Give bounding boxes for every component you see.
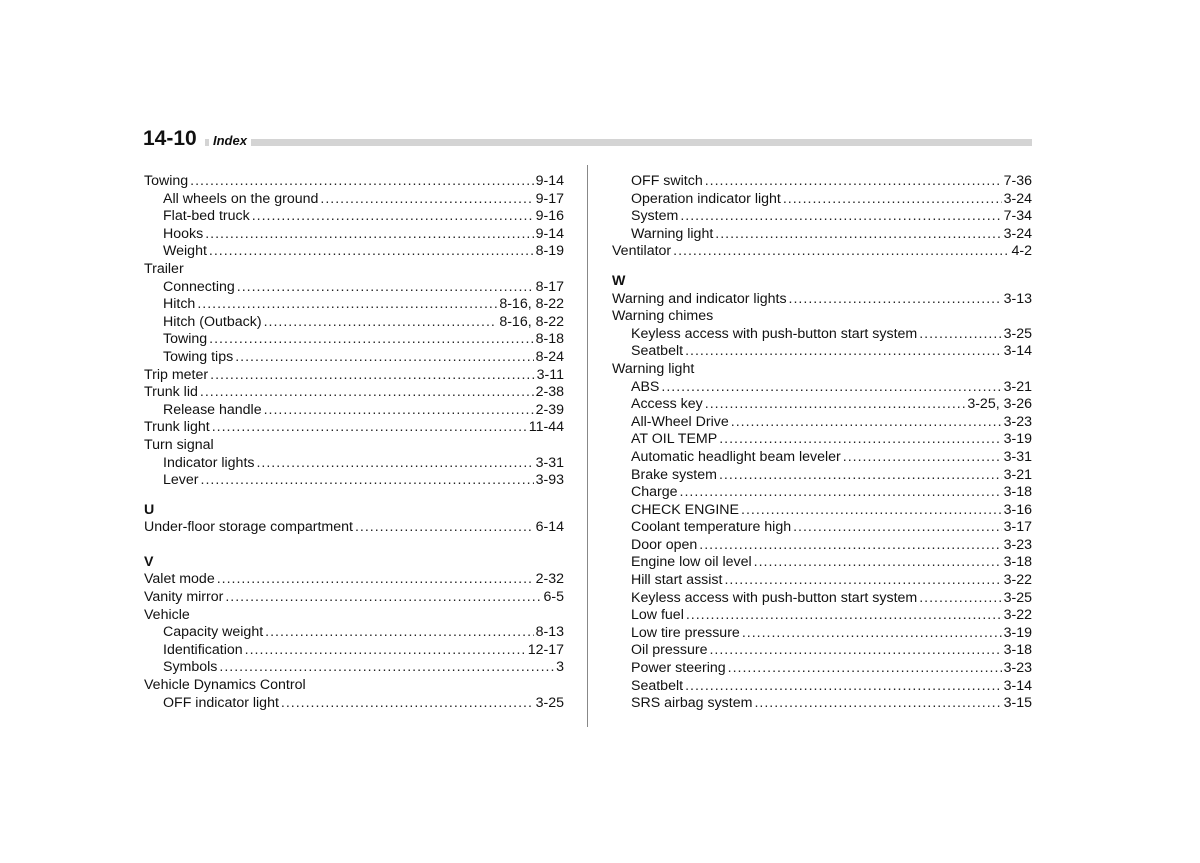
- entry-label: Towing: [144, 173, 189, 189]
- dot-leader: [741, 502, 1002, 520]
- index-entry-turn-signal: [144, 437, 564, 455]
- index-entry-symbols: [144, 659, 564, 677]
- entry-label: Hooks: [163, 225, 204, 242]
- entry-page-ref: 3-31: [535, 454, 564, 471]
- entry-label: Brake system: [631, 466, 717, 483]
- entry-page-ref: 12-17: [527, 641, 564, 658]
- entry-label: Warning light: [631, 225, 714, 242]
- index-entry-oil-pressure: [612, 642, 1032, 660]
- entry-label: Weight: [163, 243, 207, 260]
- entry-page-ref: 8-24: [535, 348, 564, 365]
- entry-label: OFF indicator light: [163, 694, 279, 711]
- index-entry-hooks: [144, 226, 564, 244]
- entry-label: Low tire pressure: [631, 624, 740, 641]
- index-entry-at-oil-temp: [612, 431, 1032, 449]
- section-title: Index: [209, 132, 251, 150]
- entry-page-ref: 4-2: [1011, 243, 1032, 260]
- dot-leader: [197, 296, 497, 314]
- entry-page-ref: 2-39: [535, 401, 564, 418]
- entry-page-ref: 9-16: [535, 208, 564, 225]
- dot-leader: [219, 659, 554, 677]
- index-entry-warning-chimes: [612, 308, 1032, 326]
- dot-leader: [209, 243, 534, 261]
- entry-page-ref: 3-25, 3-26: [967, 396, 1032, 413]
- entry-page-ref: 8-16, 8-22: [499, 313, 564, 330]
- dot-leader: [783, 191, 1002, 209]
- entry-label: All-Wheel Drive: [631, 413, 729, 430]
- entry-page-ref: 3-11: [536, 366, 564, 383]
- index-entry-all-wheels-on-the-ground: [144, 191, 564, 209]
- entry-label: Warning and indicator lights: [612, 290, 787, 307]
- entry-page-ref: 3-24: [1003, 190, 1032, 207]
- dot-leader: [680, 208, 1001, 226]
- dot-leader: [281, 695, 534, 713]
- index-entry-ventilator: [612, 243, 1032, 261]
- entry-label: Warning light: [612, 360, 695, 377]
- entry-label: Towing tips: [163, 348, 234, 365]
- entry-page-ref: 3-25: [1003, 589, 1032, 606]
- entry-label: Power steering: [631, 660, 726, 677]
- index-entry-door-open: [612, 537, 1032, 555]
- entry-page-ref: 3-93: [535, 472, 564, 489]
- entry-label: Lever: [163, 472, 199, 489]
- entry-page-ref: 8-13: [535, 624, 564, 641]
- dot-leader: [264, 402, 534, 420]
- index-entry-check-engine: [612, 502, 1032, 520]
- entry-page-ref: 3: [556, 659, 564, 676]
- dot-leader: [789, 291, 1002, 309]
- entry-label: Hill start assist: [631, 572, 723, 589]
- dot-leader: [225, 589, 541, 607]
- entry-label: Warning chimes: [612, 308, 714, 325]
- index-letter-heading: W: [612, 272, 626, 289]
- dot-leader: [245, 642, 526, 660]
- dot-leader: [719, 431, 1001, 449]
- entry-page-ref: 3-22: [1003, 607, 1032, 624]
- index-entry-hitch-outback: [144, 314, 564, 332]
- entry-page-ref: 9-17: [535, 190, 564, 207]
- index-letter-heading: U: [144, 501, 155, 518]
- index-entry-charge: [612, 484, 1032, 502]
- index-entry-towing-tips: [144, 349, 564, 367]
- entry-label: Under-floor storage compartment: [144, 519, 353, 536]
- index-entry-trip-meter: [144, 367, 564, 385]
- entry-page-ref: 3-14: [1003, 677, 1032, 694]
- entry-label: Charge: [631, 484, 678, 501]
- entry-label: All wheels on the ground: [163, 190, 319, 207]
- entry-page-ref: 3-13: [1003, 290, 1032, 307]
- dot-leader: [686, 607, 1002, 625]
- entry-page-ref: 3-23: [1003, 536, 1032, 553]
- dot-leader: [685, 343, 1002, 361]
- index-entry-all-wheel-drive: [612, 414, 1032, 432]
- dot-leader: [200, 384, 534, 402]
- entry-page-ref: 3-18: [1003, 554, 1032, 571]
- page-header: [143, 126, 1032, 152]
- entry-page-ref: 3-22: [1003, 572, 1032, 589]
- entry-label: Automatic headlight beam leveler: [631, 448, 841, 465]
- index-entry-valet-mode: [144, 571, 564, 589]
- index-entry-weight: [144, 243, 564, 261]
- entry-page-ref: 3-19: [1003, 624, 1032, 641]
- entry-label: Oil pressure: [631, 642, 708, 659]
- dot-leader: [212, 419, 527, 437]
- dot-leader: [237, 279, 534, 297]
- entry-page-ref: 3-15: [1003, 695, 1032, 712]
- index-entry-system: [612, 208, 1032, 226]
- index-entry-keyless-access-with-push-button-start-system: [612, 326, 1032, 344]
- page-number: 14-10: [143, 126, 205, 152]
- entry-page-ref: 3-18: [1003, 642, 1032, 659]
- dot-leader: [235, 349, 533, 367]
- index-entry-lever: [144, 472, 564, 490]
- index-entry-vehicle-dynamics-control: [144, 677, 564, 695]
- entry-label: ABS: [631, 378, 660, 395]
- entry-page-ref: 3-31: [1003, 448, 1032, 465]
- index-entry-identification: [144, 642, 564, 660]
- index-entry-warning-and-indicator-lights: [612, 291, 1032, 309]
- entry-label: AT OIL TEMP: [631, 431, 718, 448]
- entry-page-ref: 3-21: [1003, 378, 1032, 395]
- dot-leader: [190, 173, 533, 191]
- entry-page-ref: 8-19: [535, 243, 564, 260]
- dot-leader: [919, 326, 1001, 344]
- index-entry-low-fuel: [612, 607, 1032, 625]
- entry-page-ref: 3-17: [1003, 519, 1032, 536]
- entry-label: Door open: [631, 536, 698, 553]
- entry-label: Trip meter: [144, 366, 209, 383]
- dot-leader: [728, 660, 1002, 678]
- entry-label: Symbols: [163, 659, 218, 676]
- index-entry-under-floor-storage-compartment: [144, 519, 564, 537]
- entry-page-ref: 3-25: [1003, 325, 1032, 342]
- index-entry-towing: [144, 331, 564, 349]
- dot-leader: [793, 519, 1001, 537]
- index-entry-indicator-lights: [144, 455, 564, 473]
- entry-page-ref: 2-32: [535, 571, 564, 588]
- entry-label: SRS airbag system: [631, 695, 753, 712]
- column-divider: [587, 165, 588, 727]
- entry-page-ref: 9-14: [535, 173, 564, 189]
- entry-page-ref: 3-23: [1003, 413, 1032, 430]
- dot-leader: [264, 314, 498, 332]
- index-entry-off-switch: [612, 173, 1032, 191]
- entry-page-ref: 3-23: [1003, 660, 1032, 677]
- entry-label: Turn signal: [144, 436, 214, 453]
- dot-leader: [201, 472, 534, 490]
- index-entry-warning-light: [612, 226, 1032, 244]
- entry-page-ref: 3-21: [1003, 466, 1032, 483]
- dot-leader: [731, 414, 1002, 432]
- entry-label: System: [631, 208, 679, 225]
- dot-leader: [673, 243, 1009, 261]
- index-column-left: [144, 173, 564, 712]
- index-entry-connecting: [144, 279, 564, 297]
- dot-leader: [265, 624, 533, 642]
- entry-page-ref: 6-5: [543, 589, 564, 606]
- dot-leader: [754, 695, 1001, 713]
- index-entry-capacity-weight: [144, 624, 564, 642]
- entry-label: Seatbelt: [631, 343, 684, 360]
- index-entry-seatbelt: [612, 678, 1032, 696]
- index-entry-vanity-mirror: [144, 589, 564, 607]
- entry-page-ref: 3-18: [1003, 484, 1032, 501]
- dot-leader: [843, 449, 1002, 467]
- entry-label: Vanity mirror: [144, 589, 224, 606]
- dot-leader: [661, 379, 1001, 397]
- entry-page-ref: 9-14: [535, 225, 564, 242]
- dot-leader: [217, 571, 534, 589]
- entry-label: Access key: [631, 396, 703, 413]
- entry-page-ref: 2-38: [535, 384, 564, 401]
- index-entry-coolant-temperature-high: [612, 519, 1032, 537]
- entry-page-ref: 3-24: [1003, 225, 1032, 242]
- entry-label: Valet mode: [144, 571, 215, 588]
- index-entry-keyless-access-with-push-button-start-system: [612, 590, 1032, 608]
- entry-label: Trailer: [144, 260, 184, 277]
- entry-label: Ventilator: [612, 243, 672, 260]
- entry-label: Operation indicator light: [631, 190, 781, 207]
- entry-label: Connecting: [163, 278, 235, 295]
- dot-leader: [205, 226, 533, 244]
- entry-label: Vehicle Dynamics Control: [144, 677, 306, 694]
- index-entry-trunk-light: [144, 419, 564, 437]
- entry-label: Keyless access with push-button start system: [631, 589, 918, 606]
- entry-page-ref: 11-44: [528, 419, 564, 436]
- index-column-right: [612, 173, 1032, 713]
- entry-label: Hitch (Outback): [163, 313, 262, 330]
- entry-label: OFF switch: [631, 173, 703, 189]
- entry-label: Engine low oil level: [631, 554, 752, 571]
- index-entry-trailer: [144, 261, 564, 279]
- entry-page-ref: 8-16, 8-22: [499, 296, 564, 313]
- index-entry-hitch: [144, 296, 564, 314]
- dot-leader: [680, 484, 1002, 502]
- entry-page-ref: 3-14: [1003, 343, 1032, 360]
- index-entry-vehicle: [144, 607, 564, 625]
- entry-page-ref: 7-36: [1003, 173, 1032, 189]
- dot-leader: [705, 173, 1002, 191]
- entry-label: Keyless access with push-button start system: [631, 325, 918, 342]
- index-entry-trunk-lid: [144, 384, 564, 402]
- dot-leader: [709, 642, 1001, 660]
- entry-label: Trunk light: [144, 419, 210, 436]
- entry-label: Low fuel: [631, 607, 684, 624]
- header-rule: [143, 139, 1032, 146]
- entry-label: Vehicle: [144, 606, 190, 623]
- entry-label: Release handle: [163, 401, 262, 418]
- dot-leader: [715, 226, 1001, 244]
- index-entry-srs-airbag-system: [612, 695, 1032, 713]
- index-entry-engine-low-oil-level: [612, 554, 1032, 572]
- entry-page-ref: 6-14: [535, 519, 564, 536]
- index-entry-automatic-headlight-beam-leveler: [612, 449, 1032, 467]
- entry-label: Coolant temperature high: [631, 519, 792, 536]
- entry-label: Towing: [163, 331, 208, 348]
- entry-label: Identification: [163, 641, 243, 658]
- index-entry-access-key: [612, 396, 1032, 414]
- index-entry-release-handle: [144, 402, 564, 420]
- index-entry-hill-start-assist: [612, 572, 1032, 590]
- index-entry-power-steering: [612, 660, 1032, 678]
- entry-label: CHECK ENGINE: [631, 501, 739, 518]
- dot-leader: [320, 191, 533, 209]
- dot-leader: [919, 590, 1001, 608]
- dot-leader: [685, 678, 1002, 696]
- dot-leader: [355, 519, 534, 537]
- dot-leader: [256, 455, 533, 473]
- entry-label: Indicator lights: [163, 454, 255, 471]
- entry-page-ref: 8-17: [535, 278, 564, 295]
- dot-leader: [209, 331, 533, 349]
- entry-label: Flat-bed truck: [163, 208, 250, 225]
- index-entry-low-tire-pressure: [612, 625, 1032, 643]
- dot-leader: [754, 554, 1002, 572]
- entry-page-ref: 3-19: [1003, 431, 1032, 448]
- index-entry-off-indicator-light: [144, 695, 564, 713]
- dot-leader: [724, 572, 1001, 590]
- index-entry-flat-bed-truck: [144, 208, 564, 226]
- index-entry-operation-indicator-light: [612, 191, 1032, 209]
- index-letter-heading: V: [144, 553, 154, 570]
- entry-label: Hitch: [163, 296, 196, 313]
- index-entry-brake-system: [612, 467, 1032, 485]
- index-entry-abs: [612, 379, 1032, 397]
- index-entry-warning-light: [612, 361, 1032, 379]
- dot-leader: [699, 537, 1001, 555]
- entry-page-ref: 8-18: [535, 331, 564, 348]
- entry-label: Seatbelt: [631, 677, 684, 694]
- index-entry-towing: [144, 173, 564, 191]
- entry-page-ref: 7-34: [1003, 208, 1032, 225]
- entry-page-ref: 3-16: [1003, 501, 1032, 518]
- dot-leader: [705, 396, 966, 414]
- index-entry-seatbelt: [612, 343, 1032, 361]
- entry-label: Trunk lid: [144, 384, 198, 401]
- entry-page-ref: 3-25: [535, 694, 564, 711]
- dot-leader: [210, 367, 535, 385]
- dot-leader: [252, 208, 534, 226]
- entry-label: Capacity weight: [163, 624, 264, 641]
- dot-leader: [742, 625, 1002, 643]
- dot-leader: [719, 467, 1002, 485]
